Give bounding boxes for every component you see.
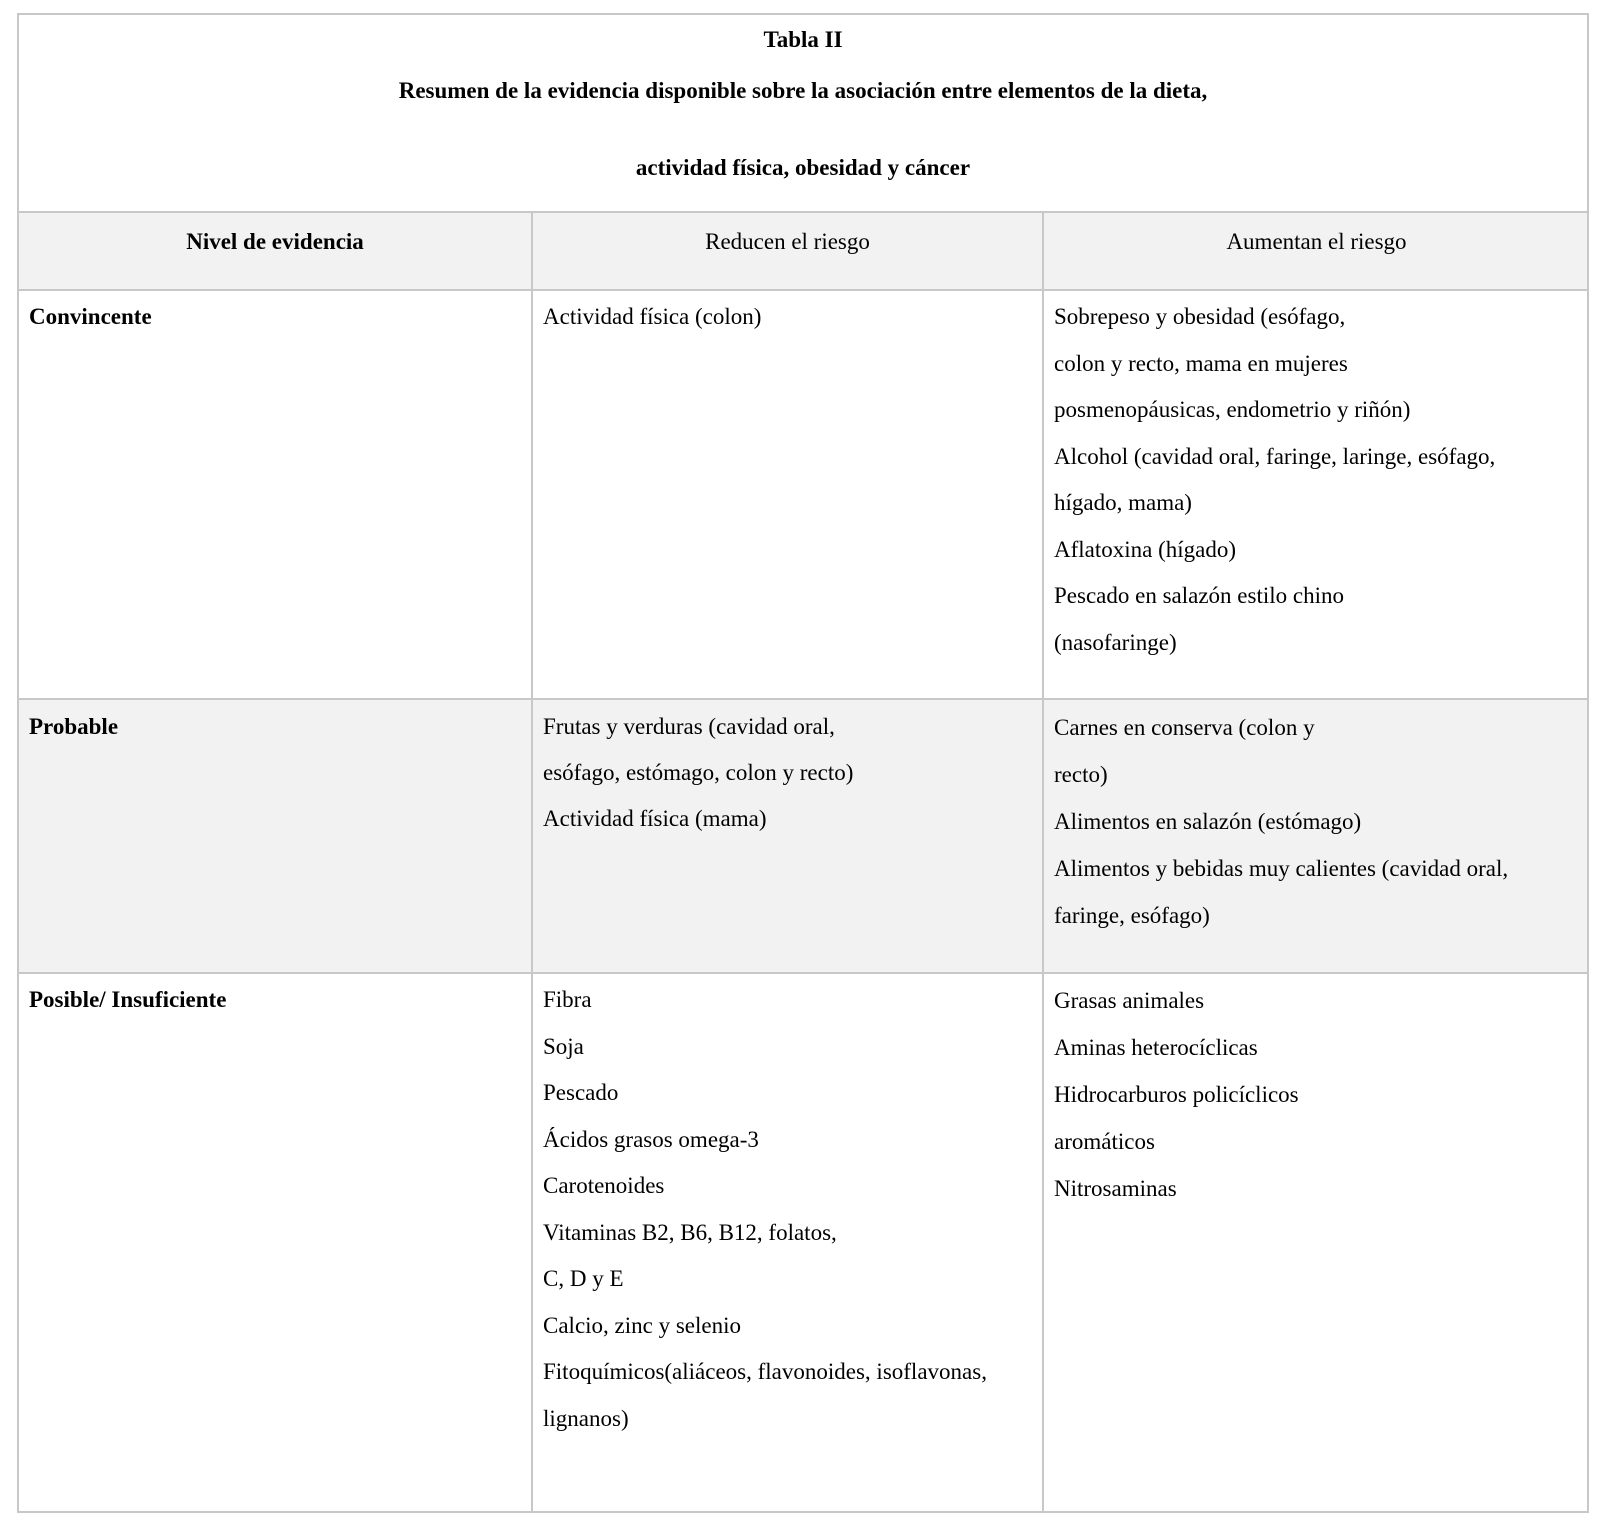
- list-item: Vitaminas B2, B6, B12, folatos,: [543, 1219, 837, 1245]
- list-item: Fitoquímicos(aliáceos, flavonoides, isoflavonas,: [543, 1359, 987, 1384]
- list-item: Aminas heterocíclicas: [1054, 1035, 1258, 1060]
- list-item: lignanos): [543, 1405, 629, 1431]
- list-item: Pescado en salazón estilo chino: [1054, 583, 1344, 608]
- list-item: Hidrocarburos policíclicos: [1054, 1082, 1299, 1107]
- table-title-line-1: Resumen de la evidencia disponible sobre la asociación entre elementos de la dieta,: [398, 78, 1208, 103]
- list-item: Sobrepeso y obesidad (esófago,: [1054, 304, 1346, 329]
- table-title-line-2: actividad física, obesidad y cáncer: [635, 155, 971, 180]
- divider: [19, 972, 1587, 974]
- list-item: faringe, esófago): [1054, 903, 1210, 928]
- column-divider: [1042, 211, 1044, 1511]
- list-item: Actividad física (colon): [543, 304, 762, 329]
- list-item: Pescado: [543, 1080, 619, 1105]
- list-item: Carnes en conserva (colon y: [1054, 715, 1315, 740]
- list-item: Nitrosaminas: [1054, 1176, 1177, 1201]
- divider: [19, 698, 1587, 700]
- list-item: hígado, mama): [1054, 490, 1192, 515]
- table-number: Tabla II: [763, 27, 843, 52]
- level-convincente: Convincente: [29, 304, 152, 329]
- cell-reduce-probable: [543, 704, 853, 842]
- divider: [19, 289, 1587, 291]
- list-item: Grasas animales: [1054, 988, 1205, 1013]
- cell-increase-probable: [1054, 704, 1508, 939]
- list-item: (nasofaringe): [1054, 629, 1177, 655]
- list-item: Frutas y verduras (cavidad oral,: [543, 714, 835, 739]
- level-posible-insuficiente: Posible/ Insuficiente: [29, 987, 227, 1012]
- list-item: Calcio, zinc y selenio: [543, 1312, 741, 1338]
- list-item: Alcohol (cavidad oral, faringe, laringe, esófago,: [1054, 443, 1496, 469]
- cell-increase-posible: [1054, 977, 1299, 1212]
- table-title-block: [19, 15, 1587, 220]
- list-item: Carotenoides: [543, 1173, 665, 1198]
- level-probable: Probable: [29, 714, 119, 739]
- list-item: colon y recto, mama en mujeres: [1054, 350, 1348, 376]
- list-item: Alimentos y bebidas muy calientes (cavidad oral,: [1054, 856, 1509, 881]
- evidence-table: [17, 13, 1589, 1513]
- cell-reduce-convincente: [543, 294, 761, 340]
- cell-reduce-posible: [543, 977, 987, 1442]
- list-item: posmenopáusicas, endometrio y riñón): [1054, 397, 1411, 422]
- list-item: C, D y E: [543, 1266, 624, 1291]
- list-item: aromáticos: [1054, 1129, 1155, 1154]
- list-item: Actividad física (mama): [543, 806, 767, 831]
- list-item: Aflatoxina (hígado): [1054, 536, 1237, 562]
- column-header-level: Nivel de evidencia: [186, 229, 364, 254]
- list-item: Soja: [543, 1033, 584, 1059]
- list-item: recto): [1054, 762, 1108, 787]
- column-header-increase: Aumentan el riesgo: [1226, 229, 1407, 254]
- list-item: esófago, estómago, colon y recto): [543, 760, 854, 785]
- list-item: Ácidos grasos omega-3: [543, 1126, 759, 1152]
- list-item: Fibra: [543, 987, 592, 1012]
- cell-increase-convincente: [1054, 294, 1495, 666]
- column-header-reduce: Reducen el riesgo: [705, 229, 870, 254]
- list-item: Alimentos en salazón (estómago): [1054, 809, 1362, 834]
- column-divider: [531, 211, 533, 1511]
